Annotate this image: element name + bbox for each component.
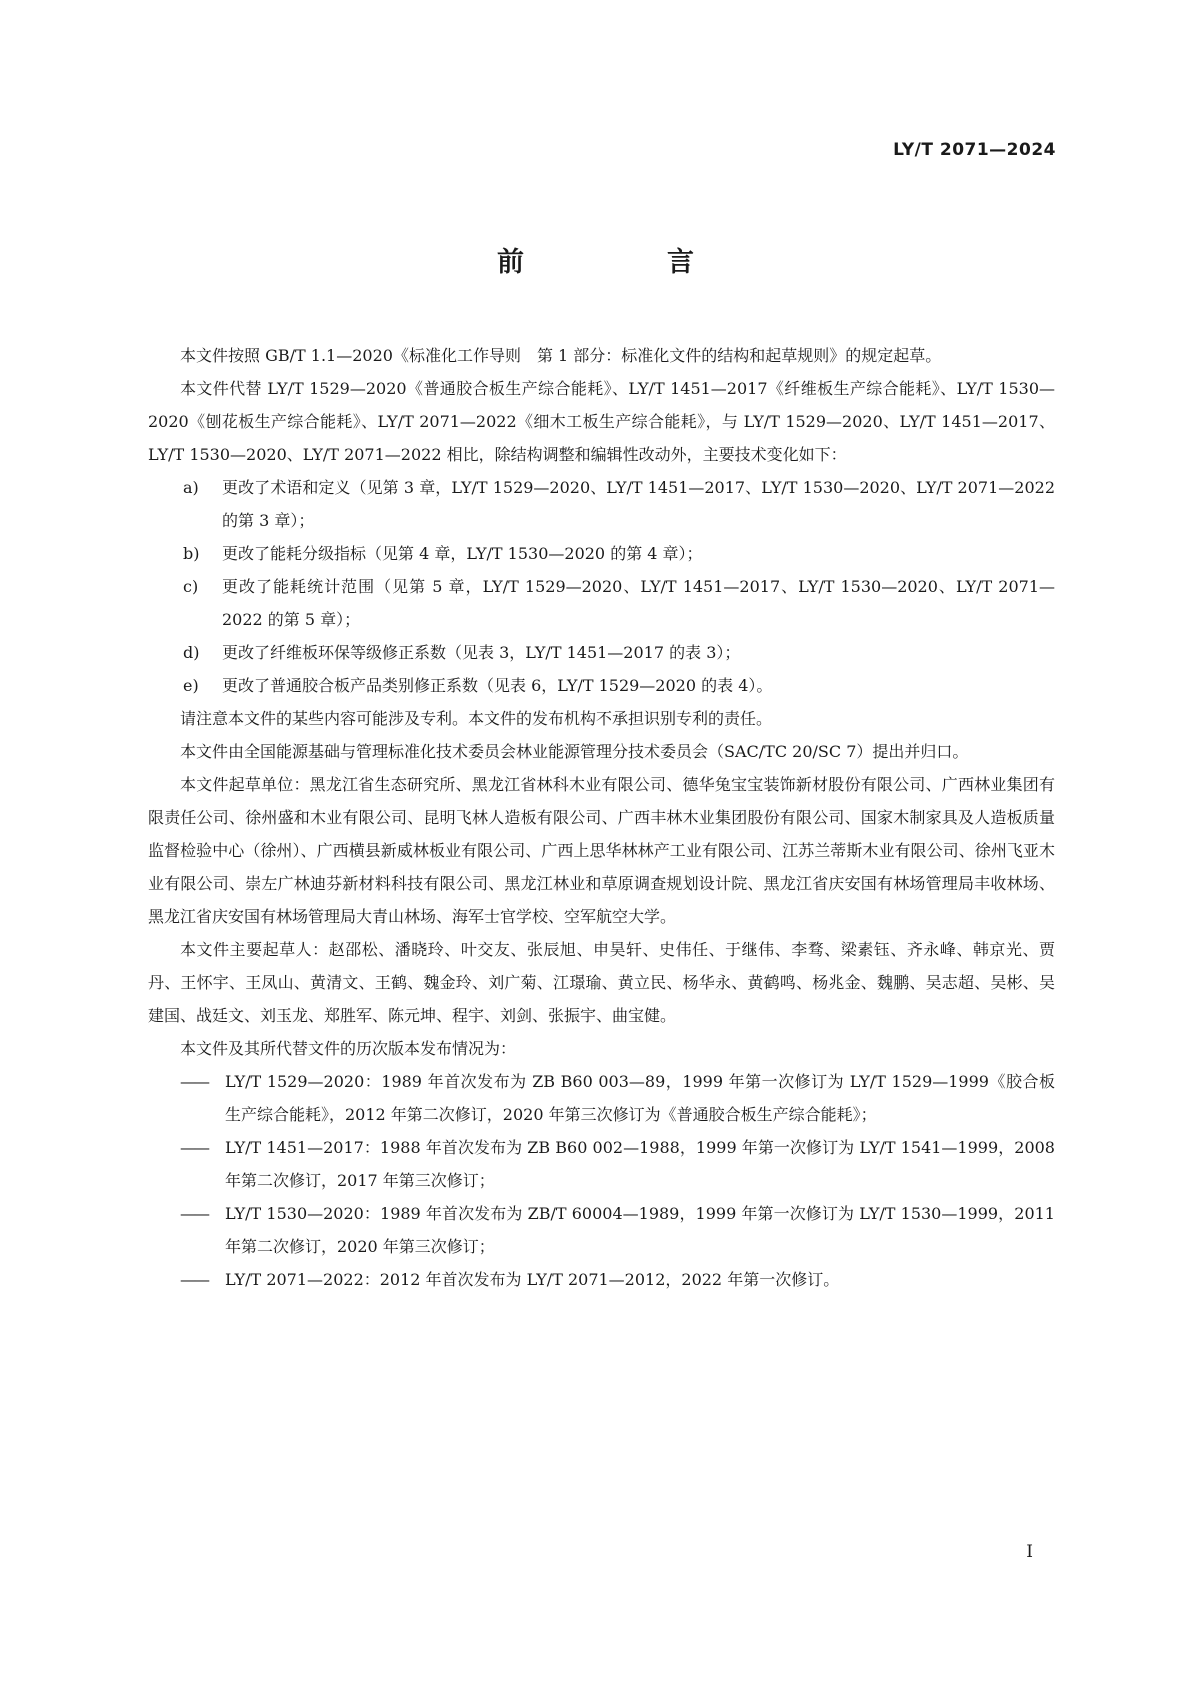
list-item [148, 471, 1055, 537]
history-item [148, 1197, 1055, 1263]
list-marker: e) [183, 676, 199, 695]
proposer-paragraph: 本文件由全国能源基础与管理标准化技术委员会林业能源管理分技术委员会（SAC/TC 20/SC 7）提出并归口。 [180, 742, 969, 761]
history-item [148, 1065, 1055, 1131]
list-item [148, 669, 1055, 702]
list-text: 更改了普通胶合板产品类别修正系数（见表 6，LY/T 1529—2020 的表 4）。 [222, 676, 773, 695]
history-item [148, 1131, 1055, 1197]
history-intro: 本文件及其所代替文件的历次版本发布情况为： [180, 1039, 517, 1058]
drafters-paragraph: 本文件主要起草人：赵邵松、潘晓玲、叶交友、张辰旭、申昊轩、史伟任、于继伟、李骛、梁素钰、齐永峰、韩京光、贾丹、王怀宇、王凤山、黄清文、王鹤、魏金玲、刘广菊、江璟瑜、黄立民、杨华永、黄鹤鸣、杨兆金、魏鹏、吴志超、吴彬、吴建国、战廷文、刘玉龙、郑胜军、陈元坤、程宇、刘剑、张振宇、曲宝健。 [148, 940, 1055, 1025]
history-text: LY/T 1530—2020：1989 年首次发布为 ZB/T 60004—1989，1999 年第一次修订为 LY/T 1530—1999，2011 年第二次修订，2020 年第三次修订； [225, 1204, 1055, 1256]
history-dash: —— [180, 1270, 208, 1289]
patent-notice: 请注意本文件的某些内容可能涉及专利。本文件的发布机构不承担识别专利的责任。 [180, 709, 773, 728]
history-dash: —— [180, 1138, 208, 1157]
foreword-body [148, 339, 1055, 1296]
page-number: I [1026, 1542, 1033, 1562]
drafting-basis-paragraph: 本文件按照 GB/T 1.1—2020《标准化工作导则 第 1 部分：标准化文件的结构和起草规则》的规定起草。 [180, 346, 942, 365]
list-text: 更改了能耗统计范围（见第 5 章，LY/T 1529—2020、LY/T 1451—2017、LY/T 1530—2020、LY/T 2071—2022 的第 5 章）； [222, 577, 1055, 629]
drafting-units-paragraph: 本文件起草单位：黑龙江省生态研究所、黑龙江省林科木业有限公司、德华兔宝宝装饰新材股份有限公司、广西林业集团有限责任公司、徐州盛和木业有限公司、昆明飞林人造板有限公司、广西丰林木业集团股份有限公司、国家木制家具及人造板质量监督检验中心（徐州）、广西横县新威林板业有限公司、广西上思华林林产工业有限公司、江苏兰蒂斯木业有限公司、徐州飞亚木业有限公司、崇左广林迪芬新材料科技有限公司、黑龙江林业和草原调查规划设计院、黑龙江省庆安国有林场管理局丰收林场、黑龙江省庆安国有林场管理局大青山林场、海军士官学校、空军航空大学。 [148, 775, 1055, 926]
list-marker: b) [183, 544, 200, 563]
list-item [148, 570, 1055, 636]
list-text: 更改了纤维板环保等级修正系数（见表 3，LY/T 1451—2017 的表 3）； [222, 643, 741, 662]
list-marker: c) [183, 577, 199, 596]
list-marker: a) [183, 478, 199, 497]
history-text: LY/T 1451—2017：1988 年首次发布为 ZB B60 002—1988，1999 年第一次修订为 LY/T 1541—1999，2008 年第二次修订，2017 年第三次修订； [225, 1138, 1055, 1190]
history-dash: —— [180, 1204, 208, 1223]
history-text: LY/T 1529—2020：1989 年首次发布为 ZB B60 003—89，1999 年第一次修订为 LY/T 1529—1999《胶合板生产综合能耗》，2012 年第二次修订，2020 年第三次修订为《普通胶合板生产综合能耗》； [225, 1072, 1055, 1124]
replacement-paragraph: 本文件代替 LY/T 1529—2020《普通胶合板生产综合能耗》、LY/T 1451—2017《纤维板生产综合能耗》、LY/T 1530—2020《刨花板生产综合能耗》、LY/T 2071—2022《细木工板生产综合能耗》，与 LY/T 1529—2020、LY/T 1451—2017、LY/T 1530—2020、LY/T 2071—2022 相比，除结构调整和编辑性改动外，主要技术变化如下： [148, 379, 1055, 464]
history-dash: —— [180, 1072, 208, 1091]
list-text: 更改了术语和定义（见第 3 章，LY/T 1529—2020、LY/T 1451—2017、LY/T 1530—2020、LY/T 2071—2022 的第 3 章）； [222, 478, 1055, 530]
history-item [148, 1263, 1055, 1296]
list-item [148, 636, 1055, 669]
document-code: LY/T 2071—2024 [893, 140, 1056, 160]
list-item [148, 537, 1055, 570]
list-marker: d) [183, 643, 200, 662]
history-text: LY/T 2071—2022：2012 年首次发布为 LY/T 2071—2012，2022 年第一次修订。 [225, 1270, 840, 1289]
page-title: 前 言 [497, 247, 752, 278]
list-text: 更改了能耗分级指标（见第 4 章，LY/T 1530—2020 的第 4 章）； [222, 544, 703, 563]
